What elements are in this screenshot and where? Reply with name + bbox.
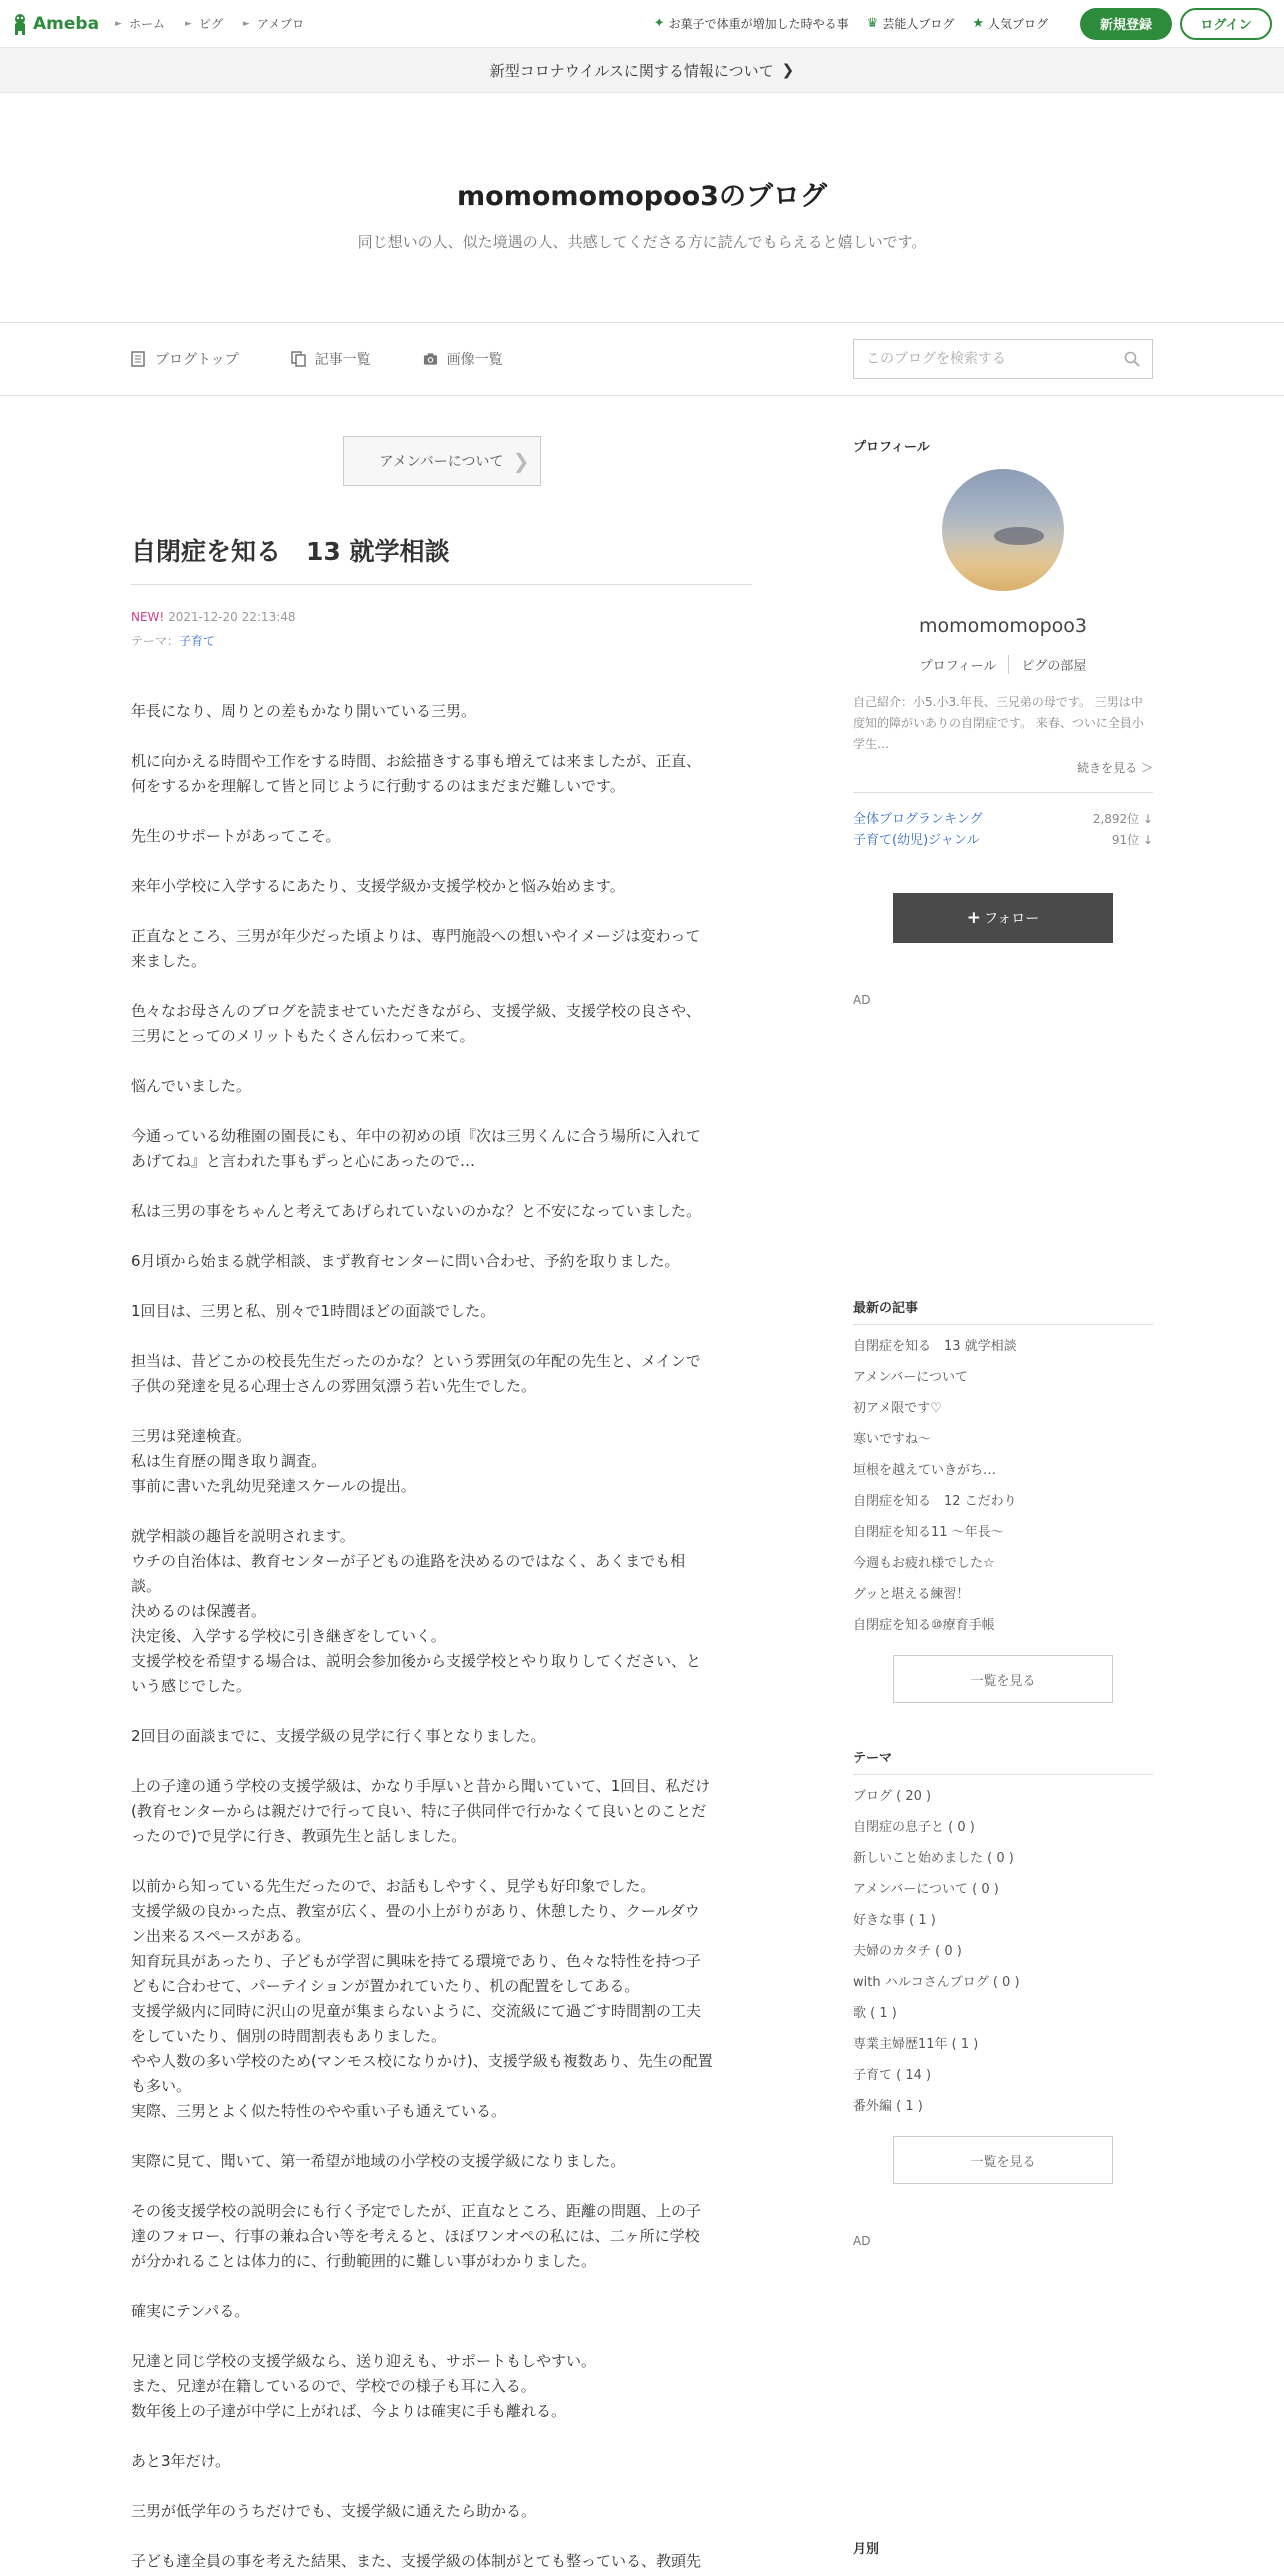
see-all-entries-button[interactable]: 一覧を見る xyxy=(893,1655,1113,1703)
entry-paragraph: 正直なところ、三男が年少だった頃よりは、専門施設への想いやイメージは変わって 来ました。 xyxy=(131,927,701,970)
plus-icon: + xyxy=(966,908,981,928)
entry-theme-row xyxy=(131,629,752,653)
entry-paragraph: 私は三男の事をちゃんと考えてあげられていないのかな？と不安になっていました。 xyxy=(131,1202,702,1220)
ranking-box xyxy=(853,792,1153,851)
trend-link-label: お菓子で体重が増加した時やる事 xyxy=(668,17,849,31)
ad-label-2: AD xyxy=(853,2234,871,2248)
read-more-link[interactable]: 続きを見る ＞ xyxy=(1077,761,1153,775)
entry-paragraph: 先生のサポートがあってこそ。 xyxy=(131,827,341,845)
overall-ranking-value: 2,892位 ↓ xyxy=(1092,812,1153,826)
chevron-right-icon: ❯ xyxy=(781,61,795,79)
nav-pigg[interactable] xyxy=(185,15,223,32)
entry-date-row xyxy=(131,605,752,629)
latest-entries-list xyxy=(853,1331,1153,1641)
latest-entry-link[interactable]: 垣根を越えていきがち… xyxy=(853,1463,997,1478)
entry-paragraph: 年長になり、周りとの差もかなり開いている三男。 xyxy=(131,702,477,720)
blog-search-input[interactable] xyxy=(866,351,1096,367)
popular-blog-link[interactable] xyxy=(972,15,1048,32)
latest-entry-link[interactable]: 寒いですね〜 xyxy=(853,1432,932,1447)
genre-ranking-link[interactable]: 子育て(幼児)ジャンル xyxy=(853,833,980,848)
blog-top-label: ブログトップ xyxy=(155,352,239,368)
entry-paragraph: 来年小学校に入学するにあたり、支援学級か支援学校かと悩み始めます。 xyxy=(131,877,625,895)
theme-label: テーマ： xyxy=(131,634,180,648)
entry-paragraph: 今通っている幼稚園の園長にも、年中の初めの頃『次は三男くんに合う場所に入れて あげてね』と言われた事もずっと心にあったので… xyxy=(131,1127,702,1170)
latest-entry-link[interactable]: アメンバーについて xyxy=(853,1370,969,1385)
entry-paragraph: 以前から知っている先生だったので、お話もしやすく、見学も好印象でした。 支援学級の良かった点、教室が広く、畳の小上がりがあり、休憩したり、クールダウ ン出来るスペースがある。 知育玩具があったり、子どもが学習に興味を持てる環境であり、色々な特性を持つ子 どもに合わせて、パーテイションが置かれていたり、机の配置をしてある。 支援学級内に同時に沢山の児童が集まらないように、交流級にて過ごす時間割の工夫 をしていたり、個別の時間割表もありました。 やや人数の多い学校のため(マンモス校になりかけ)、支援学級も複数あり、先生の配置 も多い。 実際、三男とよく似た特性のやや重い子も通えている。 xyxy=(131,1877,713,2120)
entry-paragraph: 実際に見て、聞いて、第一希望が地域の小学校の支援学級になりました。 xyxy=(131,2152,626,2170)
theme-heading: テーマ xyxy=(853,1751,893,1766)
entry-list-link[interactable] xyxy=(291,349,371,369)
main-column xyxy=(131,396,752,2568)
latest-entry-link[interactable]: 自閉症を知る 12 こだわり xyxy=(853,1494,1017,1509)
chevron-right-icon: ► xyxy=(115,18,122,29)
nav-home[interactable] xyxy=(115,15,165,32)
ad-space xyxy=(853,1007,1153,1297)
celebrity-blog-link[interactable] xyxy=(867,15,955,32)
blog-top-link[interactable] xyxy=(131,349,239,369)
ad-label: AD xyxy=(853,993,871,1007)
ranking-row xyxy=(853,830,1153,851)
entry-paragraph: 確実にテンパる。 xyxy=(131,2302,250,2320)
image-list-label: 画像一覧 xyxy=(446,352,503,368)
global-nav xyxy=(115,15,304,32)
blog-description: 同じ想いの人、似た境遇の人、共感してくださる方に読んでもらえると嬉しいです。 xyxy=(357,232,927,251)
popular-blog-label: 人気ブログ xyxy=(987,17,1048,31)
blog-header xyxy=(0,93,1284,323)
profile-avatar[interactable] xyxy=(942,469,1064,591)
crown-icon: ♛ xyxy=(866,16,879,31)
chevron-right-icon: ❯ xyxy=(512,449,530,473)
theme-link[interactable]: 歌 ( 1 ) xyxy=(853,2006,897,2021)
ranking-row xyxy=(853,809,1153,830)
entry-title[interactable]: 自閉症を知る 13 就学相談 xyxy=(131,532,752,585)
amember-button[interactable] xyxy=(343,436,541,486)
theme-link[interactable]: アメンバーについて ( 0 ) xyxy=(853,1882,999,1897)
genre-ranking-value: 91位 ↓ xyxy=(1111,833,1153,847)
entry-paragraph: 子ども達全員の事を考えた結果、また、支援学級の体制がとても整っている、教頭先 xyxy=(131,2552,702,2568)
latest-heading-wrap xyxy=(853,1297,1153,1325)
entry-paragraph: 兄達と同じ学校の支援学級なら、送り迎えも、サポートもしやすい。 また、兄達が在籍しているので、学校での様子も耳に入る。 数年後上の子達が中学に上がれば、今よりは確実に手も離れる。 xyxy=(131,2352,597,2420)
header-links xyxy=(654,8,1272,40)
entry-paragraph: 担当は、昔どこかの校長先生だったのかな？という雰囲気の年配の先生と、メインで 子供の発達を見る心理士さんの雰囲気漂う若い先生でした。 xyxy=(131,1352,701,1395)
entry-paragraph: その後支援学校の説明会にも行く予定でしたが、正直なところ、距離の問題、上の子 達のフォロー、行事の兼ね合い等を考えると、ほぼワンオペの私には、二ヶ所に学校 が分かれることは体力的に、行動範囲的に難しい事がわかりました。 xyxy=(131,2202,702,2270)
entry-theme-link[interactable]: 子育て xyxy=(179,634,216,648)
chevron-right-icon: ► xyxy=(184,18,192,29)
entry-paragraph: 1回目は、三男と私、別々で1時間ほどの面談でした。 xyxy=(131,1302,496,1320)
theme-heading-wrap xyxy=(853,1747,1153,1775)
entry-paragraph: 上の子達の通う学校の支援学級は、かなり手厚いと昔から聞いていて、1回目、私だけ (教育センターからは親だけで行って良い、特に子供同伴で行かなくて良いとのことだ ったので)で見学に行き、教頭先生と話しました。 xyxy=(131,1777,711,1845)
covid-notice-link[interactable] xyxy=(0,48,1284,93)
ameba-mascot-icon xyxy=(12,13,28,35)
follow-label: フォロー xyxy=(983,911,1040,927)
latest-entry-link[interactable]: 自閉症を知る⑩療育手帳 xyxy=(853,1618,995,1633)
latest-entry-link[interactable]: 初アメ限です♡ xyxy=(853,1401,942,1416)
latest-heading: 最新の記事 xyxy=(853,1301,919,1316)
follow-button[interactable] xyxy=(893,893,1113,943)
spacer xyxy=(853,1703,1153,1747)
notice-text: 新型コロナウイルスに関する情報について xyxy=(489,61,774,80)
global-header xyxy=(0,0,1284,48)
nav-home-label: ホーム xyxy=(128,17,165,31)
latest-entry-link[interactable]: グッと堪える練習！ xyxy=(853,1587,970,1602)
celebrity-blog-label: 芸能人ブログ xyxy=(882,17,955,31)
theme-link[interactable]: 新しいこと始めました ( 0 ) xyxy=(853,1851,1014,1866)
nav-ameblo[interactable] xyxy=(243,15,304,32)
entry-body xyxy=(131,699,752,2568)
blog-title[interactable]: momomomopoo3のブログ xyxy=(457,180,827,212)
copy-icon xyxy=(291,351,306,367)
sparkle-icon: ✦ xyxy=(653,16,665,31)
chevron-right-icon: ► xyxy=(242,18,250,29)
theme-link[interactable]: 夫婦のカタチ ( 0 ) xyxy=(853,1944,962,1959)
entry-paragraph: 机に向かえる時間や工作をする時間、お絵描きする事も増えては来ましたが、正直、 何をするかを理解して皆と同じように行動するのはまだまだ難しいです。 xyxy=(131,752,702,795)
entry-paragraph: 2回目の面談までに、支援学級の見学に行く事となりました。 xyxy=(131,1727,546,1745)
nav-ameblo-label: アメブロ xyxy=(256,17,305,31)
theme-link[interactable]: with ハルコさんブログ ( 0 ) xyxy=(853,1975,1020,1990)
profile-link[interactable]: プロフィール xyxy=(919,659,997,674)
see-all-themes-button[interactable]: 一覧を見る xyxy=(893,2136,1113,2184)
latest-entry-link[interactable]: 自閉症を知る 13 就学相談 xyxy=(853,1339,1017,1354)
entry-paragraph: 三男が低学年のうちだけでも、支援学級に通えたら助かる。 xyxy=(131,2502,537,2520)
entry-meta xyxy=(131,605,752,653)
auth-buttons xyxy=(1080,8,1272,40)
theme-link[interactable]: 子育て ( 14 ) xyxy=(853,2068,932,2083)
search-icon[interactable] xyxy=(1124,351,1140,367)
blog-nav xyxy=(0,323,1284,396)
entry-paragraph: 色々なお母さんのブログを読ませていただきながら、支援学級、支援学校の良さや、 三男にとってのメリットもたくさん伝わって来て。 xyxy=(131,1002,701,1045)
theme-link[interactable]: ブログ ( 20 ) xyxy=(853,1789,932,1804)
content-wrapper xyxy=(0,396,1284,2568)
entry-paragraph: 悩んでいました。 xyxy=(131,1077,252,1095)
pigg-room-link[interactable]: ピグの部屋 xyxy=(1008,655,1098,674)
entry-paragraph: 三男は発達検査。 私は生育歴の聞き取り調査。 事前に書いた乳幼児発達スケールの提出。 xyxy=(131,1427,416,1495)
entry-paragraph: 6月頃から始まる就学相談、まず教育センターに問い合わせ、予約を取りました。 xyxy=(131,1252,680,1270)
logo-text: Ameba xyxy=(33,13,100,34)
document-icon xyxy=(131,351,146,367)
latest-entry-link[interactable]: 自閉症を知る11 〜年長〜 xyxy=(853,1525,1004,1540)
star-icon: ★ xyxy=(972,16,984,31)
camera-icon xyxy=(423,351,438,367)
monthly-heading: 月別 xyxy=(853,2542,880,2557)
image-list-link[interactable] xyxy=(423,349,503,369)
entry-datetime: 2021-12-20 22:13:48 xyxy=(168,610,296,624)
profile-links xyxy=(853,655,1153,674)
trend-link[interactable] xyxy=(654,15,849,32)
profile-heading: プロフィール xyxy=(853,440,930,455)
latest-entry-link[interactable]: 今週もお疲れ様でした☆ xyxy=(853,1556,995,1571)
profile-intro: 自己紹介：小5.小3.年長、三兄弟の母です。 三男は中度知的障がいありの自閉症です。 来春、ついに全員小学生… xyxy=(853,695,1144,751)
amember-label: アメンバーについて xyxy=(379,454,504,470)
entry-paragraph: あと3年だけ。 xyxy=(131,2452,230,2470)
theme-list xyxy=(853,1781,1153,2122)
nav-pigg-label: ピグ xyxy=(198,17,223,31)
theme-link[interactable]: 好きな事 ( 1 ) xyxy=(853,1913,936,1928)
register-button[interactable]: 新規登録 xyxy=(1080,8,1172,40)
login-button[interactable]: ログイン xyxy=(1180,8,1272,40)
ameba-logo[interactable] xyxy=(12,13,99,35)
theme-link[interactable]: 番外編 ( 1 ) xyxy=(853,2099,923,2114)
profile-name[interactable]: momomomopoo3 xyxy=(919,615,1087,637)
theme-link[interactable]: 自閉症の息子と ( 0 ) xyxy=(853,1820,975,1835)
blog-search xyxy=(853,339,1153,379)
new-badge: NEW! xyxy=(131,610,165,624)
overall-ranking-link[interactable]: 全体ブログランキング xyxy=(853,812,983,827)
sidebar xyxy=(853,396,1153,2568)
entry-list-label: 記事一覧 xyxy=(314,352,371,368)
ad-space-2 xyxy=(853,2248,1153,2538)
entry-paragraph: 就学相談の趣旨を説明されます。 ウチの自治体は、教育センターが子どもの進路を決めるのではなく、あくまでも相 談。 決めるのは保護者。 決定後、入学する学校に引き継ぎをしていく。 支援学校を希望する場合は、説明会参加後から支援学校とやり取りしてください、と いう感じでした。 xyxy=(131,1527,702,1695)
theme-link[interactable]: 専業主婦歴11年 ( 1 ) xyxy=(853,2037,979,2052)
